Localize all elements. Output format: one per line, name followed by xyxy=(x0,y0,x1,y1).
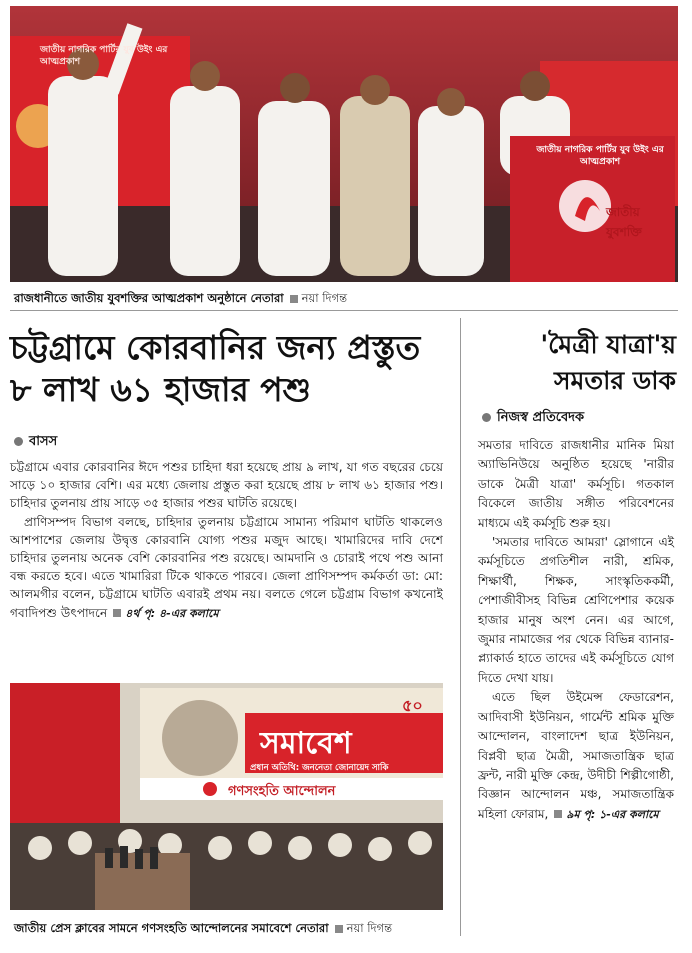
person-3 xyxy=(258,73,330,276)
rally-banner-sub: প্রধান অতিথি: জননেতা জোনায়েদ সাকি xyxy=(250,763,389,773)
column-divider xyxy=(460,318,461,936)
side-jump-link[interactable]: ৯ম পৃ: ১-এর কলামে xyxy=(566,807,659,821)
side-paragraph-2: 'সমতার দাবিতে আমরা' স্লোগানে এই কর্মসূচিতে প্রগতিশীল নারী, শ্রমিক, শিক্ষার্থী, শিক্ষক, সাংস্কৃতিককর্মী, পেশাজীবীসহ বিভিন্ন শ্রেণিপেশার কয়েক হাজার মানুষ অংশ নেন। এর আগে, জুমার নামাজের পর থেকে বিভিন্ন ব্যানার-প্ল্যাকার্ড হাতে তাদের এই কর্মসূচিতে যোগ দিতে দেখা যায়। xyxy=(478,535,674,685)
backdrop-text: জাতীয় নাগরিক পার্টির যুব উইং এর আত্মপ্রকাশ xyxy=(40,45,168,67)
main-headline-line2: ৮ লাখ ৬১ হাজার পশু xyxy=(10,370,312,409)
side-article-body xyxy=(478,436,674,824)
main-paragraph-2 xyxy=(10,513,443,623)
podium-text: জাতীয় নাগরিক পার্টির যুব উইং এর আত্মপ্রকাশ xyxy=(536,145,664,167)
top-photo-caption-text: রাজধানীতে জাতীয় যুবশক্তির আত্মপ্রকাশ অনুষ্ঠানে নেতারা xyxy=(14,291,284,305)
side-byline-text: নিজস্ব প্রতিবেদক xyxy=(497,410,585,425)
top-photo-caption xyxy=(14,290,347,309)
portrait-figure xyxy=(162,700,238,776)
podium-logo-text: জাতীয় যুবশক্তি xyxy=(606,205,642,239)
side-headline-line2: সমতার ডাক xyxy=(553,366,676,395)
bottom-photo xyxy=(10,683,443,910)
square-icon xyxy=(290,295,298,303)
bottom-photo-caption xyxy=(14,920,392,939)
main-paragraph-2-text: প্রাণিসম্পদ বিভাগ বলছে, চাহিদার তুলনায় চট্টগ্রামে সামান্য পরিমাণ ঘাটতি থাকলেও আশপাশের জেলায় উদ্বৃত্ত কোরবানি যোগ্য পশুর মজুদ আছে। খামারিদের দাবি দেশে চাহিদার তুলনায় অনেক বেশি কোরবানির পশু রয়েছে। আমদানি ও চোরাই পথে পশু আনা বন্ধ করতে হবে। এতে খামারিরা টিকে থাকতে পারবে। জেলা প্রাণিসম্পদ কর্মকর্তা ডা: মো: আলমগীর বলেন, চট্টগ্রামে ঘাটতি এবারই প্রথম নয়। বলতে গেলে চট্টগ্রাম বিভাগ কখনোই গবাদিপশু উৎপাদনে xyxy=(10,514,443,620)
bullet-icon xyxy=(14,437,23,446)
main-headline-line1: চট্টগ্রামে কোরবানির জন্য প্রস্তুত xyxy=(10,328,421,367)
square-icon xyxy=(335,925,343,933)
square-icon xyxy=(554,810,562,818)
person-5 xyxy=(418,88,484,276)
side-paragraph-3 xyxy=(478,688,674,824)
side-paragraph-3-text: এতে ছিল উইমেন্স ফেডারেশন, আদিবাসী ইউনিয়ন, গার্মেন্ট শ্রমিক মুক্তি আন্দোলন, বাংলাদেশ ছাত্র ইউনিয়ন, বিপ্লবী ছাত্র মৈত্রী, সমাজতান্ত্রিক ছাত্র ফ্রন্ট, নারী মুক্তি কেন্দ্র, উদীচী শিল্পীগোষ্ঠী, বিজ্ঞান আন্দোলন মঞ্চ, সমাজতান্ত্রিক মহিলা ফোরাম, xyxy=(478,690,674,821)
main-byline xyxy=(14,432,57,453)
rally-banner-year: ৫০ xyxy=(402,696,423,715)
bullet-icon xyxy=(482,413,491,422)
bottom-photo-credit: নয়া দিগন্ত xyxy=(346,921,393,935)
bottom-photo-scene xyxy=(10,683,443,910)
person-2 xyxy=(170,61,240,276)
main-jump-link[interactable]: ৪র্থ পৃ: ৪-এর কলামে xyxy=(125,606,219,620)
side-banner xyxy=(10,683,120,823)
main-paragraph-1: চট্টগ্রামে এবার কোরবানির ঈদে পশুর চাহিদা ধরা হয়েছে প্রায় ৯ লাখ, যা গত বছরের চেয়ে সাড়ে ১০ হাজার বেশি। এর মধ্যে জেলায় প্রস্তুত করা হয়েছে প্রায় ৮ লাখ ৬১ হাজার পশু। চাহিদার তুলনায় প্রায় সাড়ে ৩৫ হাজার পশুর ঘাটতি রয়েছে। xyxy=(10,460,443,511)
main-article-body xyxy=(10,458,443,623)
square-icon xyxy=(113,609,121,617)
side-byline xyxy=(482,408,584,429)
rally-banner-org: গণসংহতি আন্দোলন xyxy=(228,784,336,799)
side-headline-line1: 'মৈত্রী যাত্রা'য় xyxy=(540,330,676,359)
person-4 xyxy=(340,75,410,276)
rally-banner-title: সমাবেশ xyxy=(260,726,352,761)
side-paragraph-1: সমতার দাবিতে রাজধানীর মানিক মিয়া অ্যাভিনিউয়ে অনুষ্ঠিত হয়েছে 'নারীর ডাকে মৈত্রী যাত্রা' কর্মসূচি। গতকাল বিকেলে জাতীয় সঙ্গীত পরিবেশনের মাধ্যমে এই কর্মসূচি শুরু হয়। xyxy=(478,438,674,530)
top-photo xyxy=(10,6,678,282)
divider-top xyxy=(10,310,678,311)
main-byline-text: বাসস xyxy=(29,434,58,449)
bottom-photo-caption-text: জাতীয় প্রেস ক্লাবের সামনে গণসংহতি আন্দোলনের সমাবেশে নেতারা xyxy=(14,921,329,935)
star-emblem xyxy=(203,782,217,796)
top-photo-credit: নয়া দিগন্ত xyxy=(301,291,348,305)
